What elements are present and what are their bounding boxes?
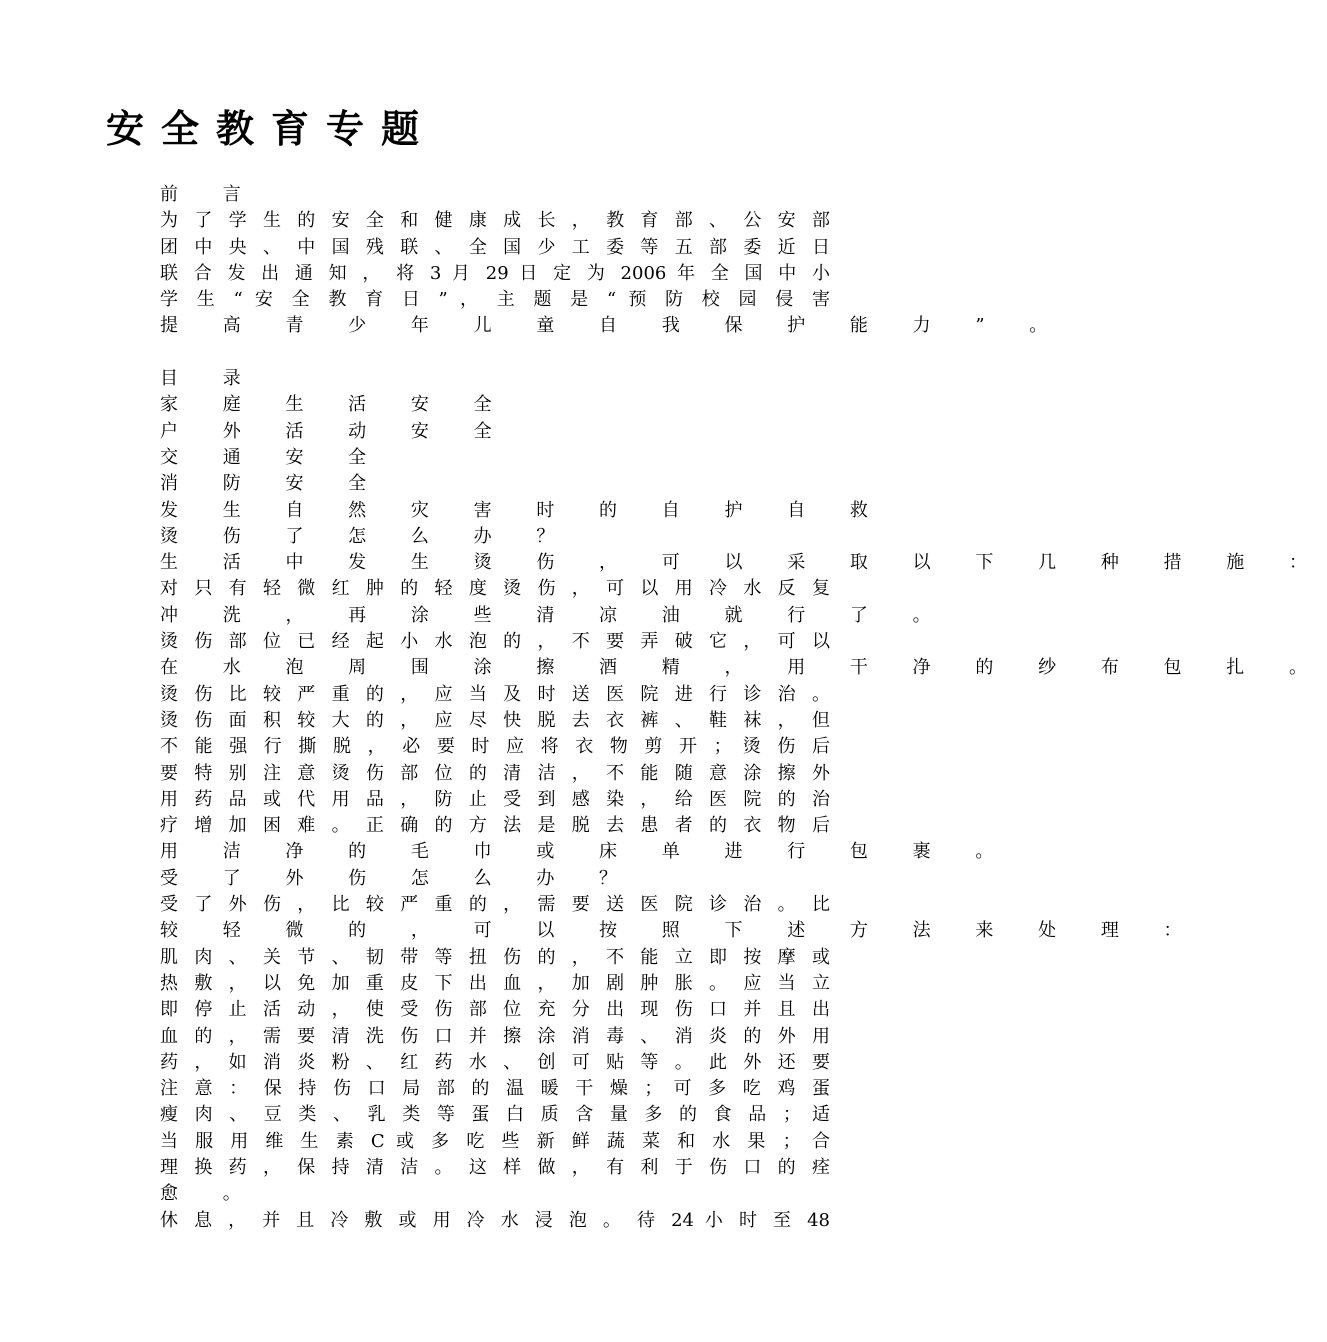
text-line: 学 生 “ 安 全 教 育 日 ” ， 主 题 是 “ 预 防 校 园 侵 害 [160,289,830,311]
text-line: 联 合 发 出 通 知 ， 将 3 月 29 日 定 为 2006 年 全 国 中 小 [160,262,831,284]
text-line: 家 庭 生 活 安 全 [160,394,512,416]
text-line: 目 录 [160,368,261,390]
text-line: 血 的 ， 需 要 清 洗 伤 口 并 擦 涂 消 毒 、 消 炎 的 外 用 [160,1025,830,1047]
page-title: 安全教育专题 [106,106,437,151]
text-line: 烫 伤 部 位 已 经 起 小 水 泡 的 ， 不 要 弄 破 它 ， 可 以 [160,631,830,653]
text-line: 生 活 中 发 生 烫 伤 ， 可 以 采 取 以 下 几 种 措 施 ： [160,552,1327,574]
text-line: 交 通 安 全 [160,446,386,468]
document-body [160,182,1327,1234]
text-line: 不 能 强 行 撕 脱 ， 必 要 时 应 将 衣 物 剪 开 ； 烫 伤 后 [160,736,830,758]
text-line: 提 高 青 少 年 儿 童 自 我 保 护 能 力 ” 。 [160,315,1067,337]
text-line: 受 了 外 伤 ， 比 较 严 重 的 ， 需 要 送 医 院 诊 治 。 比 [160,894,830,916]
text-line: 前 言 [160,184,261,205]
text-line: 用 洁 净 的 毛 巾 或 床 单 进 行 包 裹 。 [160,841,1013,863]
text-line: 即 停 止 活 动 ， 使 受 伤 部 位 充 分 出 现 伤 口 并 且 出 [160,999,830,1021]
text-line: 在 水 泡 周 围 涂 擦 酒 精 ， 用 干 净 的 纱 布 包 扎 。 [160,657,1327,679]
text-line: 愈 。 [160,1183,261,1205]
text-line: 药 ， 如 消 炎 粉 、 红 药 水 、 创 可 贴 等 。 此 外 还 要 [160,1051,830,1073]
text-line: 烫 伤 了 怎 么 办 ？ [160,525,574,547]
text-line: 瘦 肉 、 豆 类 、 乳 类 等 蛋 白 质 含 量 多 的 食 品 ； 适 [160,1104,830,1126]
text-line: 肌 肉 、 关 节 、 韧 带 等 扭 伤 的 ， 不 能 立 即 按 摩 或 [160,946,830,968]
text-line: 要 特 别 注 意 烫 伤 部 位 的 清 洁 ， 不 能 随 意 涂 擦 外 [160,762,830,784]
text-line: 烫 伤 面 积 较 大 的 ， 应 尽 快 脱 去 衣 裤 、 鞋 袜 ， 但 [160,709,830,731]
text-line: 对 只 有 轻 微 红 肿 的 轻 度 烫 伤 ， 可 以 用 冷 水 反 复 [160,578,830,600]
text-line: 休 息 ， 并 且 冷 敷 或 用 冷 水 浸 泡 。 待 24 小 时 至 48 [160,1209,830,1231]
text-line: 疗 增 加 困 难 。 正 确 的 方 法 是 脱 去 患 者 的 衣 物 后 [160,815,830,837]
text-line: 户 外 活 动 安 全 [160,420,512,442]
text-line: 团 中 央 、 中 国 残 联 、 全 国 少 工 委 等 五 部 委 近 日 [160,236,830,258]
text-line: 热 敷 ， 以 免 加 重 皮 下 出 血 ， 加 剧 肿 胀 。 应 当 立 [160,972,830,994]
text-line: 注 意 ： 保 持 伤 口 局 部 的 温 暖 干 燥 ； 可 多 吃 鸡 蛋 [160,1078,830,1100]
text-line: 理 换 药 ， 保 持 清 洁 。 这 样 做 ， 有 利 于 伤 口 的 痊 [160,1156,830,1178]
text-line: 用 药 品 或 代 用 品 ， 防 止 受 到 感 染 ， 给 医 院 的 治 [160,788,830,810]
text-line: 烫 伤 比 较 严 重 的 ， 应 当 及 时 送 医 院 进 行 诊 治 。 [160,683,830,705]
text-line: 当 服 用 维 生 素 C 或 多 吃 些 新 鲜 蔬 菜 和 水 果 ； 合 [160,1130,830,1152]
text-line: 较 轻 微 的 ， 可 以 按 照 下 述 方 法 来 处 理 ： [160,920,1202,942]
text-line: 冲 洗 ， 再 涂 些 清 凉 油 就 行 了 。 [160,604,951,626]
text-line: 受 了 外 伤 怎 么 办 ？ [160,867,637,889]
blank-line [160,340,830,366]
text-line: 为 了 学 生 的 安 全 和 健 康 成 长 ， 教 育 部 、 公 安 部 [160,210,830,232]
text-line: 消 防 安 全 [160,473,386,495]
text-line: 发 生 自 然 灾 害 时 的 自 护 自 救 [160,499,888,521]
